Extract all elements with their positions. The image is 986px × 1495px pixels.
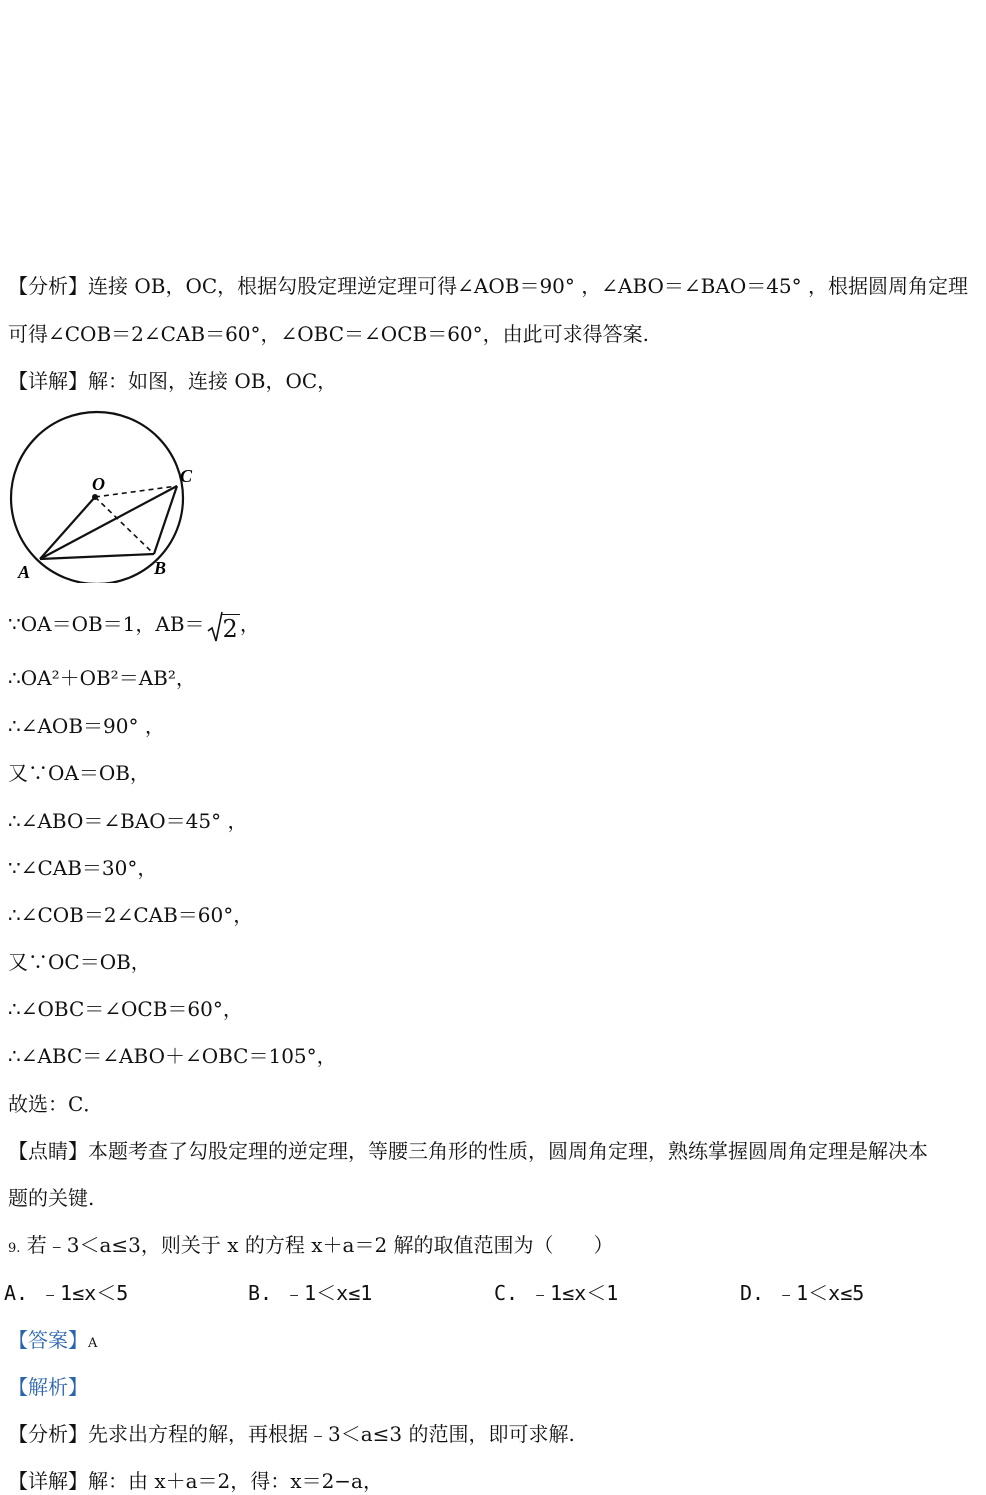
comment-line-1 <box>8 1137 928 1165</box>
step-8 <box>8 948 151 976</box>
answer-label: 【答案】 <box>8 1328 88 1352</box>
step-7 <box>8 901 253 929</box>
step-7-text: ∴∠COB＝2∠CAB＝60°， <box>8 903 254 927</box>
step-6 <box>8 854 157 882</box>
step-10-text: ∴∠ABC＝∠ABO＋∠OBC＝105°， <box>8 1044 337 1068</box>
comment-line-2 <box>8 1184 94 1212</box>
step-8-text: 又∵OC＝OB， <box>8 950 151 974</box>
question-number: 9. <box>8 1241 21 1256</box>
radical-sign <box>207 611 223 643</box>
step-5-text: ∴∠ABO＝∠BAO＝45° ， <box>8 809 248 833</box>
sqrt-radicand: 2 <box>222 615 238 643</box>
analysis2-text: 先求出方程的解，再根据﹣3＜a≤3 的范围，即可求解. <box>88 1422 575 1446</box>
answer-line <box>8 1326 97 1358</box>
step-2-text: ∴OA²＋OB²＝AB²， <box>8 666 196 690</box>
sqrt-expression <box>207 615 240 644</box>
analysis-text-1: 连接 OB，OC，根据勾股定理逆定理可得∠AOB＝90° ，∠ABO＝∠BAO＝45° ，根据圆周角定理 <box>88 274 969 298</box>
center-point <box>92 494 98 500</box>
option-b: B. ﹣1＜x≤1 <box>248 1281 373 1305</box>
option-c: C. ﹣1≤x＜1 <box>494 1281 619 1305</box>
step-5 <box>8 807 248 835</box>
step-6-text: ∵∠CAB＝30°， <box>8 856 158 880</box>
step-9 <box>8 995 243 1023</box>
analysis-label: 【分析】 <box>8 274 88 298</box>
label-c: C <box>180 466 193 486</box>
step-10 <box>8 1042 337 1070</box>
circle-figure <box>4 408 204 583</box>
answer-value: A <box>88 1336 98 1351</box>
analysis2-line <box>8 1420 575 1448</box>
analysis2-label: 【分析】 <box>8 1422 88 1446</box>
comment-text-2: 题的关键. <box>8 1186 95 1210</box>
step-11-text: 故选：C． <box>8 1092 104 1116</box>
detail-label: 【详解】 <box>8 369 88 393</box>
step-1 <box>8 610 260 644</box>
analysis-text-2: 可得∠COB＝2∠CAB＝60°，∠OBC＝∠OCB＝60°，由此可求得答案. <box>8 322 650 346</box>
step-1-text: ∵OA＝OB＝1，AB＝ <box>8 612 205 636</box>
step-11 <box>8 1090 103 1118</box>
comment-label: 【点睛】 <box>8 1139 88 1163</box>
detail-line <box>8 367 337 395</box>
segment-ab <box>40 554 154 559</box>
analysis-line-1 <box>8 272 968 300</box>
option-a: A. ﹣1≤x＜5 <box>4 1281 129 1305</box>
label-a: A <box>18 562 31 582</box>
parse-label: 【解析】 <box>8 1375 88 1399</box>
segment-oa <box>40 497 95 559</box>
detail-text: 解：如图，连接 OB，OC， <box>88 369 338 393</box>
step-1-suffix: ， <box>239 612 260 636</box>
step-3 <box>8 712 165 740</box>
step-4 <box>8 759 150 787</box>
option-d: D. ﹣1＜x≤5 <box>740 1281 865 1305</box>
analysis-line-2 <box>8 320 649 348</box>
step-9-text: ∴∠OBC＝∠OCB＝60°， <box>8 997 243 1021</box>
detail2-label: 【详解】 <box>8 1469 88 1493</box>
detail2-line <box>8 1467 383 1495</box>
label-o: O <box>92 474 105 494</box>
step-4-text: 又∵OA＝OB， <box>8 761 150 785</box>
question-text: 若﹣3＜a≤3，则关于 x 的方程 x＋a＝2 解的取值范围为（ ） <box>26 1233 614 1257</box>
detail2-text: 解：由 x＋a＝2，得：x＝2−a， <box>88 1469 383 1493</box>
step-3-text: ∴∠AOB＝90° ， <box>8 714 165 738</box>
label-b: B <box>154 558 167 578</box>
step-2 <box>8 664 196 692</box>
comment-text-1: 本题考查了勾股定理的逆定理，等腰三角形的性质，圆周角定理，熟练掌握圆周角定理是解决本 <box>88 1139 928 1163</box>
question-9 <box>8 1231 614 1263</box>
